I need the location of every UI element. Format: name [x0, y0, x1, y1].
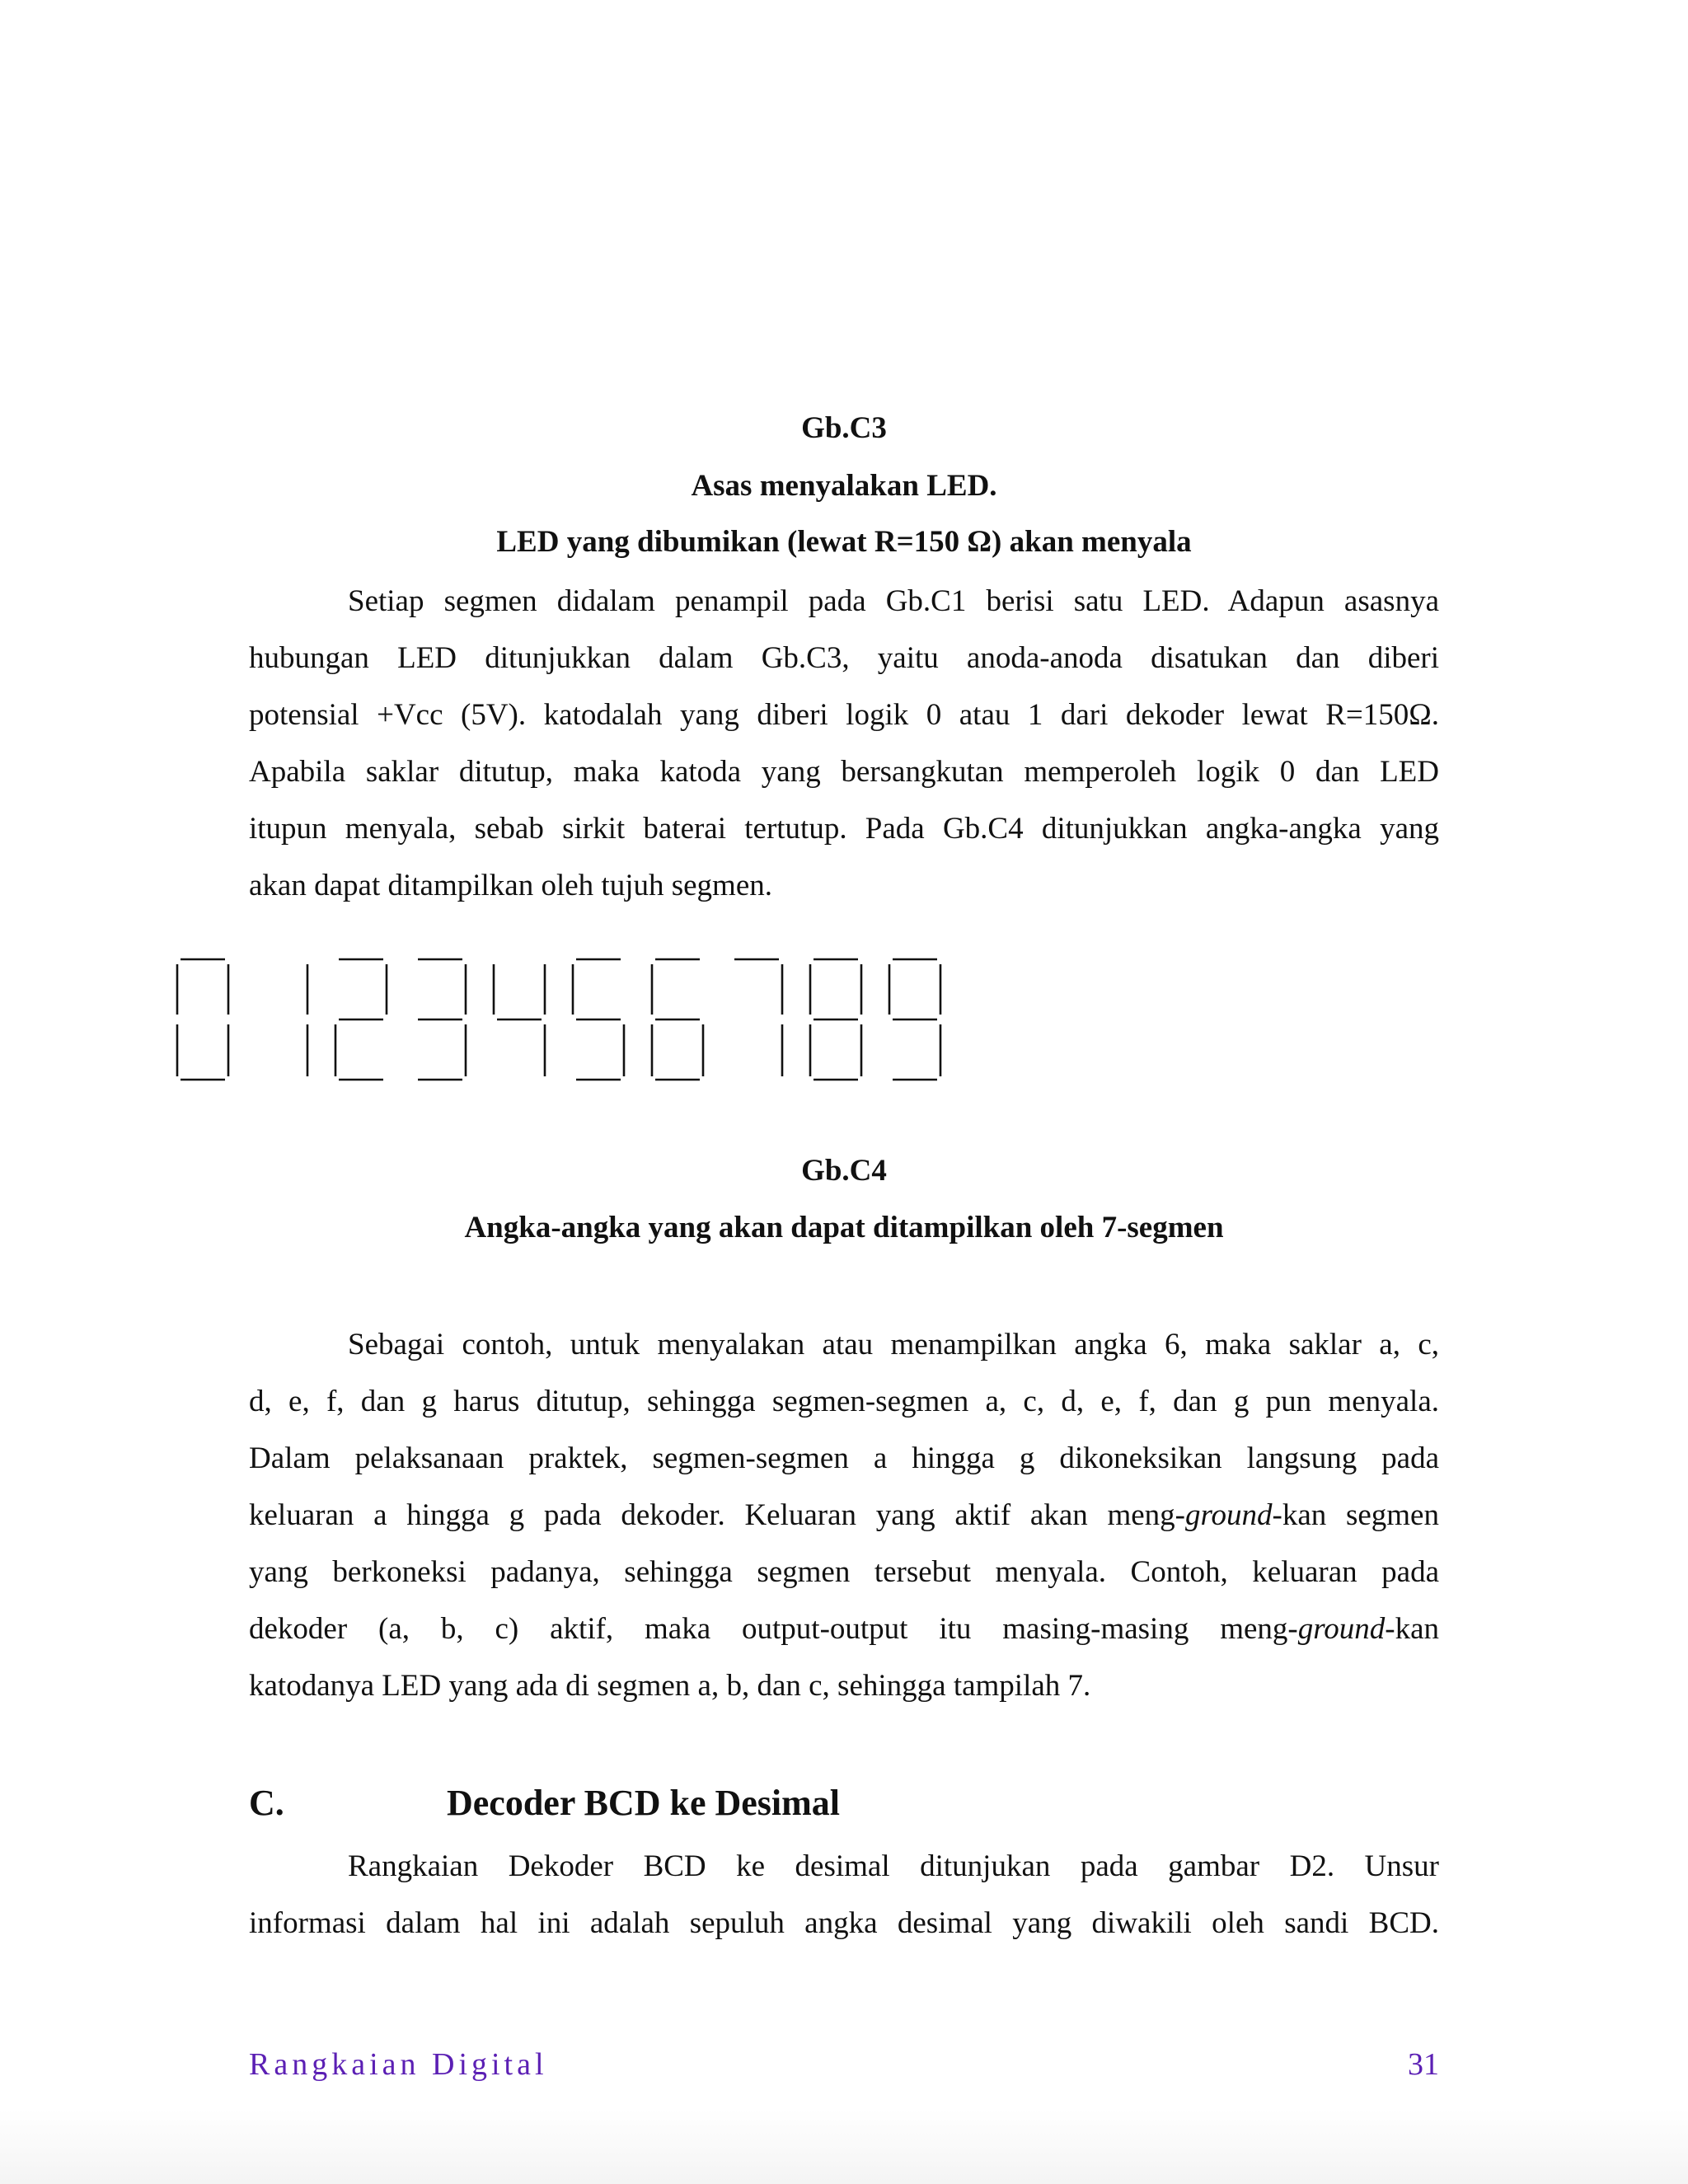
seven-segment-digit-6 [652, 959, 703, 1080]
paragraph-line: Setiap segmen didalam penampil pada Gb.C1 berisi satu LED. Adapun asasnya [348, 584, 1439, 618]
footer-book-title: Rangkaian Digital [249, 2047, 548, 2082]
figure-c3-subtitle: LED yang dibumikan (lewat R=150 Ω) akan menyala [496, 525, 1192, 559]
figure-c4-title: Angka-angka yang akan dapat ditampilkan oleh 7-segmen [464, 1211, 1224, 1244]
italic-term: ground [1297, 1612, 1386, 1646]
seven-segment-digit-3 [418, 959, 466, 1080]
seven-segment-digit-5 [573, 959, 624, 1080]
paragraph-line: potensial +Vcc (5V). katodalah yang diberi logik 0 atau 1 dari dekoder lewat R=150Ω. [249, 698, 1439, 732]
figure-c3-label: Gb.C3 [801, 411, 887, 445]
text-run: dekoder (a, b, c) aktif, maka output-output itu masing-masing meng- [249, 1612, 1298, 1646]
paragraph-line: akan dapat ditampilkan oleh tujuh segmen. [249, 869, 772, 902]
figure-c4-label: Gb.C4 [801, 1154, 887, 1188]
seven-segment-digit-4 [494, 964, 545, 1076]
paragraph-line: d, e, f, dan g harus ditutup, sehingga segmen-segmen a, c, d, e, f, dan g pun menyala. [249, 1385, 1439, 1418]
paragraph-led-principle [249, 573, 1439, 914]
paragraph-line: yang berkoneksi padanya, sehingga segmen tersebut menyala. Contoh, keluaran pada [249, 1555, 1439, 1589]
section-title: Decoder BCD ke Desimal [447, 1783, 840, 1823]
page-number: 31 [1408, 2047, 1439, 2082]
paragraph-line: informasi dalam hal ini adalah sepuluh angka desimal yang diwakili oleh sandi BCD. [249, 1906, 1439, 1940]
paragraph-line: itupun menyala, sebab sirkit baterai tertutup. Pada Gb.C4 ditunjukkan angka-angka yang [249, 812, 1439, 846]
paragraph-example-digit-6 [249, 1316, 1439, 1714]
section-number: C. [249, 1783, 284, 1823]
text-run: keluaran a hingga g pada dekoder. Keluaran yang aktif akan meng- [249, 1498, 1185, 1532]
paragraph-line: Apabila saklar ditutup, maka katoda yang bersangkutan memperoleh logik 0 dan LED [249, 755, 1439, 789]
seven-segment-digit-7 [734, 959, 782, 1076]
paragraph-line: hubungan LED ditunjukkan dalam Gb.C3, yaitu anoda-anoda disatukan dan diberi [249, 641, 1439, 675]
seven-segment-digit-8 [810, 959, 861, 1080]
paragraph-line: Sebagai contoh, untuk menyalakan atau menampilkan angka 6, maka saklar a, c, [348, 1328, 1439, 1361]
seven-segment-digit-0 [177, 959, 228, 1080]
text-run: -kan segmen [1272, 1498, 1439, 1532]
paragraph-line [249, 1487, 1439, 1544]
figure-c3-title: Asas menyalakan LED. [691, 469, 997, 503]
seven-segment-digit-9 [889, 959, 940, 1080]
paragraph-line [249, 1601, 1439, 1657]
paragraph-line: Rangkaian Dekoder BCD ke desimal ditunjukan pada gambar D2. Unsur [348, 1849, 1439, 1883]
paragraph-line: Dalam pelaksanaan praktek, segmen-segmen a hingga g dikoneksikan langsung pada [249, 1441, 1439, 1475]
text-run: -kan [1385, 1612, 1439, 1646]
paragraph-line: katodanya LED yang ada di segmen a, b, dan c, sehingga tampilah 7. [249, 1669, 1091, 1703]
paragraph-bcd-decoder [249, 1838, 1439, 1952]
seven-segment-digits-figure [169, 948, 977, 1096]
page-bottom-shade [0, 2110, 1688, 2184]
seven-segment-digit-2 [335, 959, 387, 1080]
italic-term: ground [1184, 1498, 1273, 1532]
